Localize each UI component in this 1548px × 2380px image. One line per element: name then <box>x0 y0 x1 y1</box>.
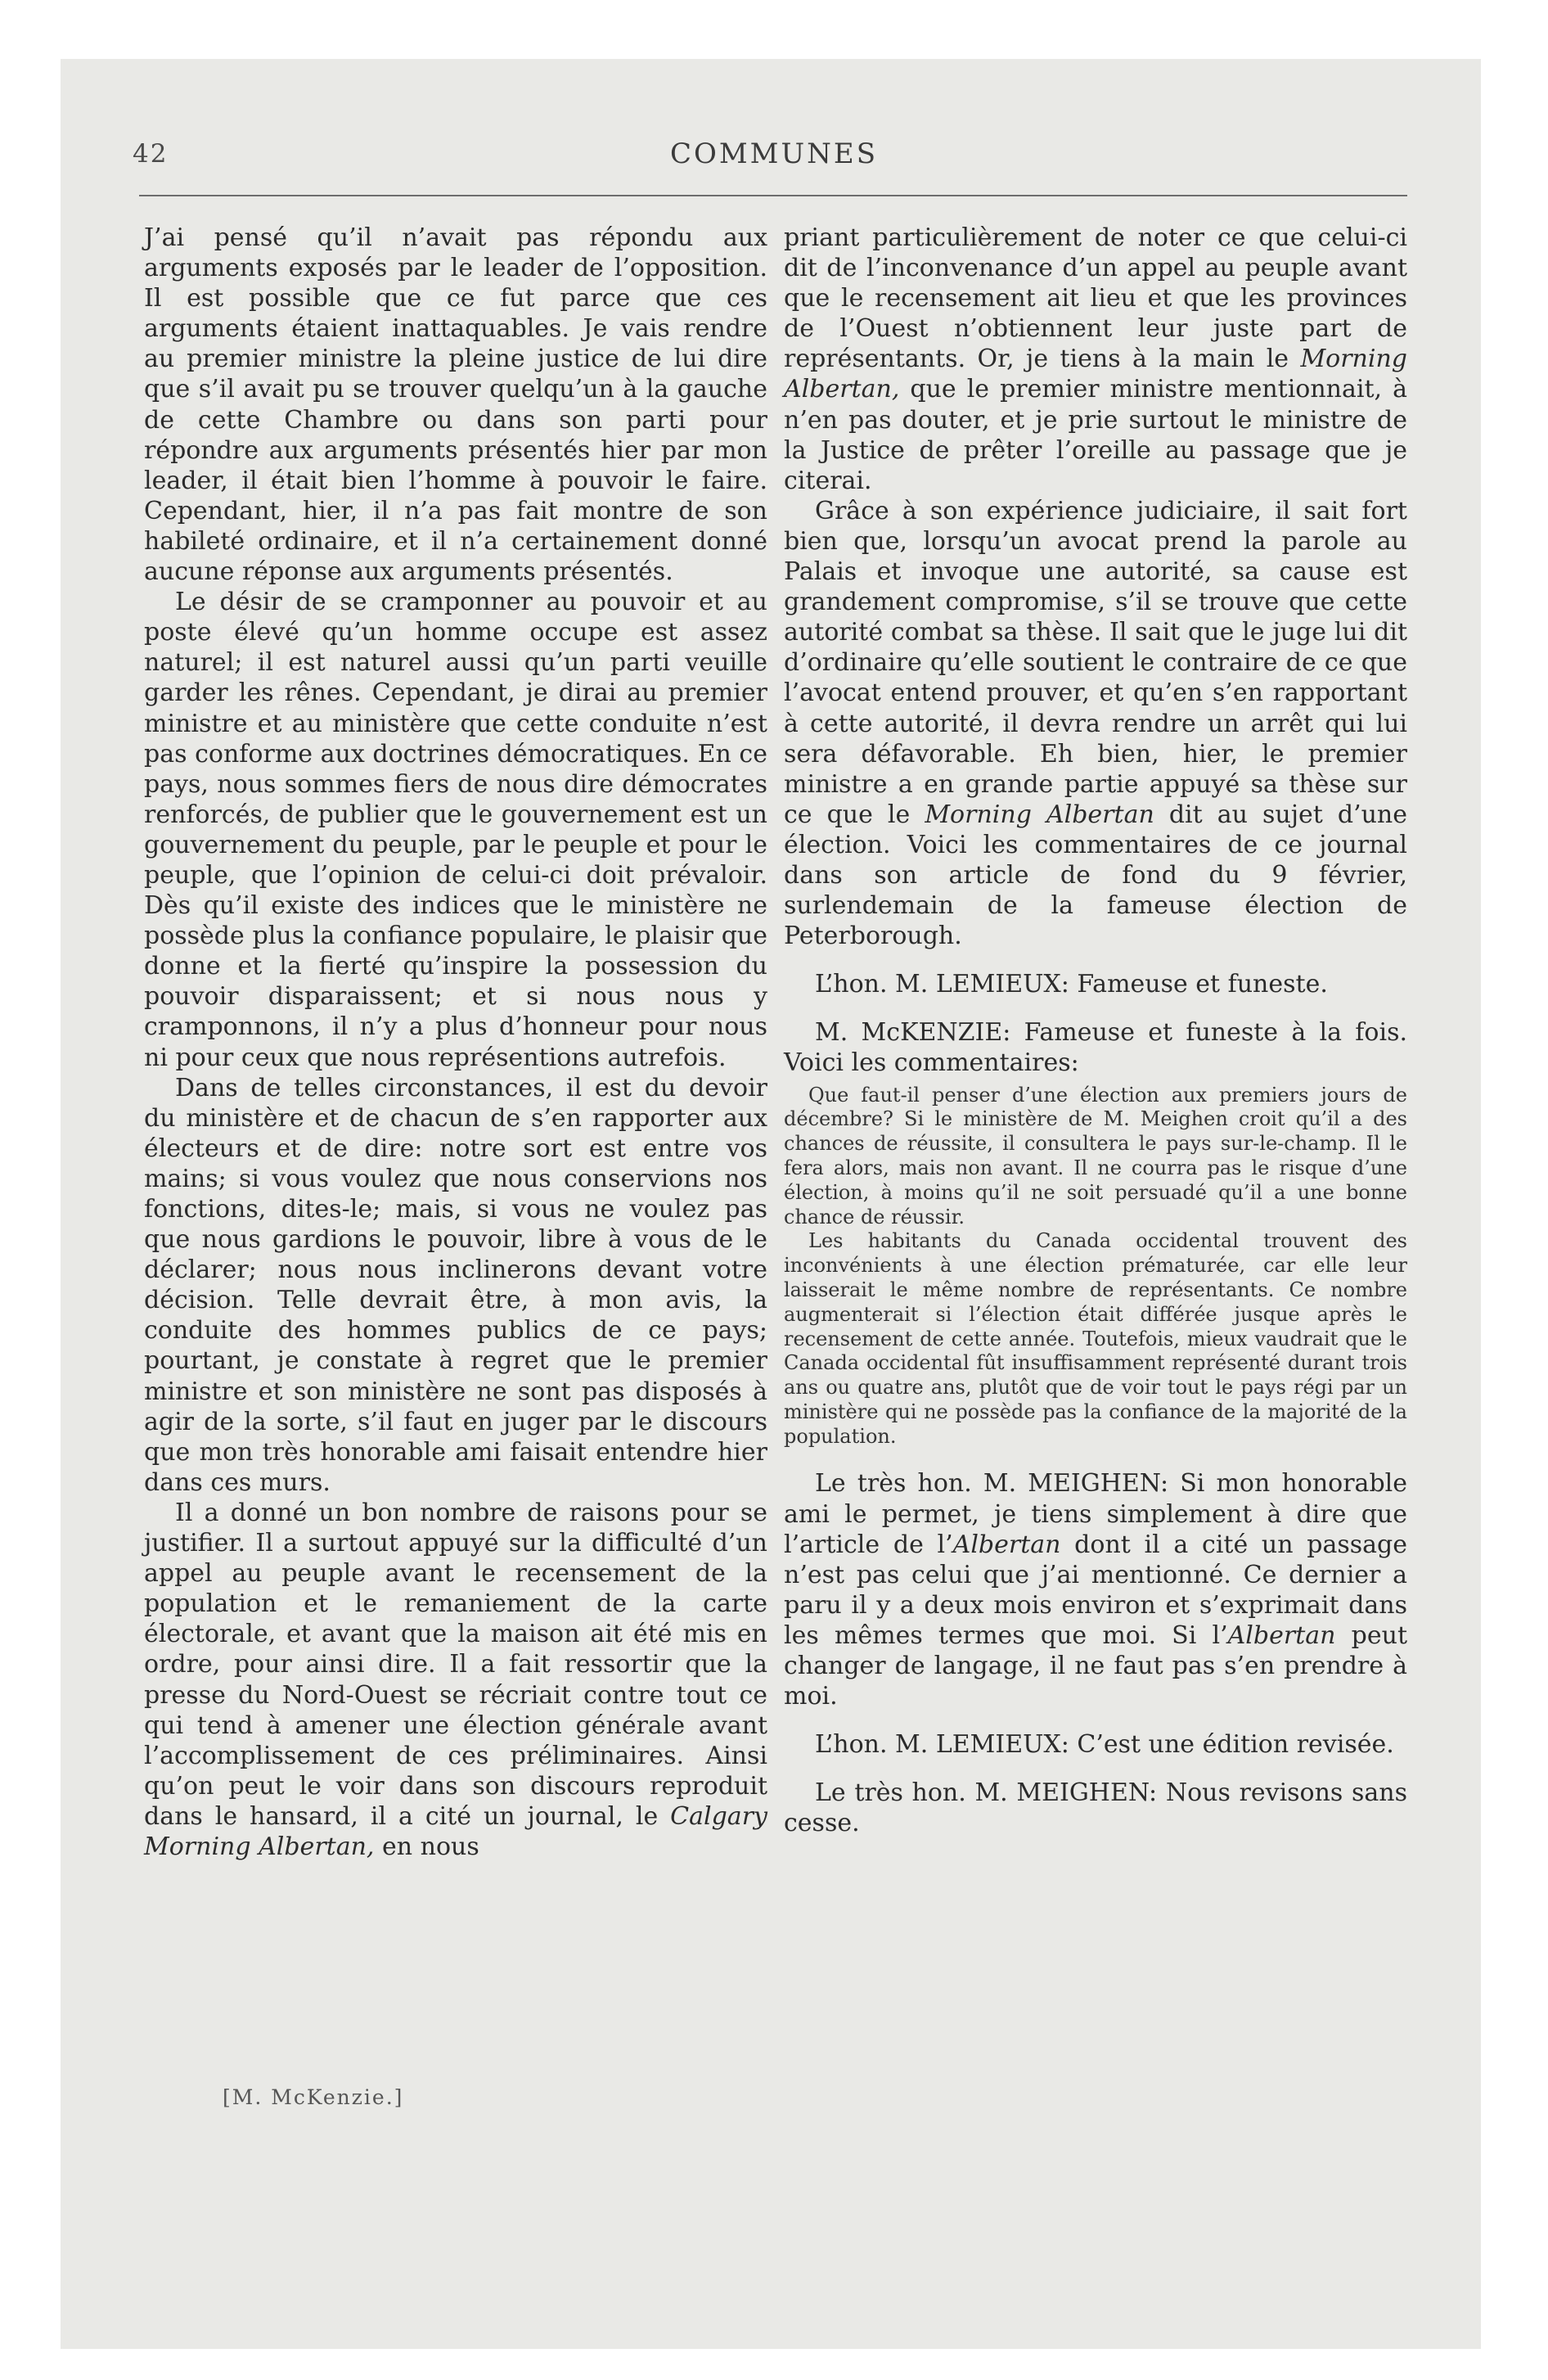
paragraph-text: Le très hon. M. MEIGHEN: Si mon honorable ami le permet, je tiens simplement à dire que l’article de l’ <box>784 1469 1407 1559</box>
running-title: COMMUNES <box>669 137 879 170</box>
paragraph: Le désir de se cramponner au pouvoir et au poste élevé qu’un homme occupe est assez naturel; il est naturel aussi qu’un parti veuille garder les rênes. Cependant, je dirai au premier ministre et au ministère que cette conduite n’est pas conforme aux doctrines démocratiques. En ce pays, nous sommes fiers de nous dire démocrates renforcés, de publier que le gouvernement est un gouvernement du peuple, par le peuple et pour le peuple, que l’opinion de celui-ci doit prévaloir. Dès qu’il existe des indices que le ministère ne possède plus la confiance populaire, le plaisir que donne et la fierté qu’inspire la possession du pouvoir disparaissent; et si nous nous y cramponnons, il n’y a plus d’honneur pour nous ni pour ceux que nous représentions autrefois. <box>144 588 767 1072</box>
paragraph-text: dit au sujet d’une élection. Voici les commentaires de ce journal dans son article de fond du 9 février, surlendemain de la fameuse élection de Peterborough. <box>784 800 1408 951</box>
newspaper-title: Morning Albertan, <box>784 345 1407 404</box>
newspaper-title: Albertan <box>952 1530 1061 1559</box>
paragraph <box>144 1498 767 1862</box>
quoted-article: Que faut-il penser d’une élection aux premiers jours de décembre? Si le ministère de M. Meighen croit qu’il a des chances de réussite, il consultera le pays sur-le-champ. Il le fera alors, mais non avant. Il ne courra pas le risque d’une élection, à moins qu’il ne soit persuadé qu’il a une bonne chance de réussir. <box>784 1083 1407 1228</box>
paragraph <box>784 496 1407 951</box>
speaker-remark: Le très hon. M. MEIGHEN: Nous revisons sans cesse. <box>784 1778 1407 1838</box>
speaker-remark: L’hon. M. LEMIEUX: Fameuse et funeste. <box>815 970 1328 999</box>
paragraph-text: que le premier ministre mentionnait, à n’en pas douter, et je prie surtout le ministre de la Justice de prêter l’oreille au passage que je citerai. <box>784 375 1407 495</box>
paragraph-text: priant particulièrement de noter ce que celui-ci dit de l’inconvenance d’un appel au peuple avant que le recensement ait lieu et que les provinces de l’Ouest n’obtiennent leur juste part de représentants. Or, je tiens à la main le <box>784 223 1407 374</box>
newspaper-title: Morning Albertan <box>925 800 1154 829</box>
newspaper-title: Calgary Morning Albertan, <box>144 1801 767 1861</box>
speaker-remark: L’hon. M. LEMIEUX: C’est une édition revisée. <box>815 1730 1394 1760</box>
left-column <box>144 223 767 1862</box>
speaker-remark <box>784 1468 1407 1711</box>
paragraph-text: peut changer de langage, il ne faut pas s’en prendre à moi. <box>784 1620 1407 1711</box>
speaker-footer: [M. McKenzie.] <box>223 2085 404 2109</box>
paragraph <box>784 223 1407 496</box>
header-rule <box>139 195 1407 196</box>
quoted-article: Les habitants du Canada occidental trouvent des inconvénients à une élection prématurée, car elle leur laisserait le même nombre de représentants. Ce nombre augmenterait si l’élection était différée jusque après le recensement de cette année. Toutefois, mieux vaudrait que le Canada occidental fût insuffisamment représenté durant trois ans ou quatre ans, plutôt que de voir tout le pays régi par un ministère qui ne possède pas la confiance de la majorité de la population. <box>784 1229 1407 1448</box>
page-number: 42 <box>133 139 169 169</box>
paragraph-text: Il a donné un bon nombre de raisons pour se justifier. Il a surtout appuyé sur la difficulté d’un appel au peuple avant le recensement de la population et le remaniement de la carte électorale, et avant que la maison ait été mis en ordre, pour ainsi dire. Il a fait ressortir que la presse du Nord-Ouest se récriait contre tout ce qui tend à amener une élection générale avant l’accomplissement de ces préliminaires. Ainsi qu’on peut le voir dans son discours reproduit dans le hansard, il a cité un journal, le <box>144 1498 767 1831</box>
newspaper-title: Albertan <box>1227 1620 1336 1650</box>
paragraph-text: dont il a cité un passage n’est pas celui que j’ai mentionné. Ce dernier a paru il y a deux mois environ et s’exprimait dans les mêmes termes que moi. Si l’ <box>784 1530 1407 1650</box>
paragraph-text: en nous <box>374 1832 479 1861</box>
paragraph: Dans de telles circonstances, il est du devoir du ministère et de chacun de s’en rapporter aux électeurs et de dire: notre sort est entre vos mains; si vous voulez que nous conservions nos fonctions, dites-le; mais, si vous ne voulez pas que nous gardions le pouvoir, libre à vous de le déclarer; nous nous inclinerons devant votre décision. Telle devrait être, à mon avis, la conduite des hommes publics de ce pays; pourtant, je constate à regret que le premier ministre et son ministère ne sont pas disposés à agir de la sorte, s’il faut en juger par le discours que mon très honorable ami faisait entendre hier dans ces murs. <box>144 1073 767 1497</box>
paragraph-text: Grâce à son expérience judiciaire, il sait fort bien que, lorsqu’un avocat prend la parole au Palais et invoque une autorité, sa cause est grandement compromise, s’il se trouve que cette autorité combat sa thèse. Il sait que le juge lui dit d’ordinaire qu’elle soutient le contraire de ce que l’avocat entend prouver, et qu’en s’en rapportant à cette autorité, il devra rendre un arrêt qui lui sera défavorable. Eh bien, hier, le premier ministre a en grande partie appuyé sa thèse sur ce que le <box>784 496 1407 829</box>
paragraph: J’ai pensé qu’il n’avait pas répondu aux arguments exposés par le leader de l’opposition. Il est possible que ce fut parce que ces arguments étaient inattaquables. Je vais rendre au premier ministre la pleine justice de lui dire que s’il avait pu se trouver quelqu’un à la gauche de cette Chambre ou dans son parti pour répondre aux arguments présentés hier par mon leader, il était bien l’homme à pouvoir le faire. Cependant, hier, il n’a pas fait montre de son habileté ordinaire, et il n’a certainement donné aucune réponse aux arguments présentés. <box>144 223 767 587</box>
speaker-remark: M. McKENZIE: Fameuse et funeste à la fois. Voici les commentaires: <box>784 1018 1407 1078</box>
right-column <box>784 223 1407 1839</box>
